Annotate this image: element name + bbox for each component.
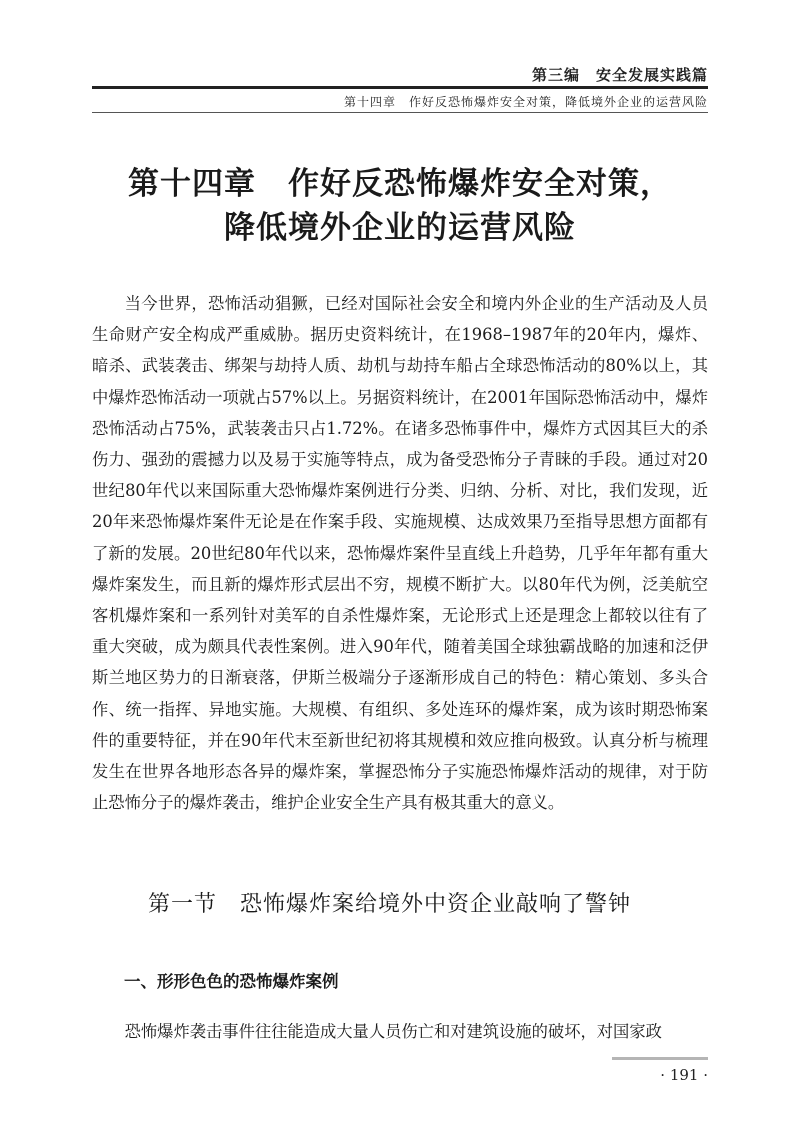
header-divider-thin — [92, 112, 708, 113]
running-header-part: 第三编 安全发展实践篇 — [531, 66, 708, 84]
intro-paragraph: 当今世界，恐怖活动猖獗，已经对国际社会安全和境内外企业的生产活动及人员生命财产安全构成严重威胁。据历史资料统计，在1968–1987年的20年内，爆炸、暗杀、武装袭击、绑架与劫持人质、劫机与劫持车船占全球恐怖活动的80%以上，其中爆炸恐怖活动一项就占57%以上。另据资料统计，在2001年国际恐怖活动中，爆炸恐怖活动占75%，武装袭击只占1.72%。在诸多恐怖事件中，爆炸方式因其巨大的杀伤力、强劲的震撼力以及易于实施等特点，成为备受恐怖分子青睐的手段。通过对20世纪80年代以来国际重大恐怖爆炸案例进行分类、归纳、分析、对比，我们发现，近20年来恐怖爆炸案件无论是在作案手段、实施规模、达成效果乃至指导思想方面都有了新的发展。20世纪80年代以来，恐怖爆炸案件呈直线上升趋势，几乎年年都有重大爆炸案发生，而且新的爆炸形式层出不穷，规模不断扩大。以80年代为例，泛美航空客机爆炸案和一系列针对美军的自杀性爆炸案，无论形式上还是理念上都较以往有了重大突破，成为颇具代表性案例。进入90年代，随着美国全球独霸战略的加速和泛伊斯兰地区势力的日渐衰落，伊斯兰极端分子逐渐形成自己的特色：精心策划、多头合作、统一指挥、异地实施。大规模、有组织、多处连环的爆炸案，成为该时期恐怖案件的重要特征，并在90年代末至新世纪初将其规模和效应推向极致。认真分析与梳理发生在世界各地形态各异的爆炸案，掌握恐怖分子实施恐怖爆炸活动的规律，对于防止恐怖分子的爆炸袭击，维护企业安全生产具有极其重大的意义。 — [92, 294, 708, 813]
section-title: 第一节 恐怖爆炸案给境外中资企业敲响了警钟 — [148, 892, 632, 917]
subsection-title: 一、形形色色的恐怖爆炸案例 — [124, 972, 339, 991]
body-paragraph: 恐怖爆炸袭击事件往往能造成大量人员伤亡和对建筑设施的破坏，对国家政 — [124, 1022, 662, 1041]
footer-divider — [612, 1057, 708, 1060]
header-divider-thick — [92, 86, 708, 89]
chapter-title-line-2: 降低境外企业的运营风险 — [224, 210, 576, 246]
chapter-title-line-1: 第十四章 作好反恐怖爆炸安全对策， — [128, 166, 672, 202]
chapter-title — [92, 162, 708, 250]
page-number: · 191 · — [660, 1066, 708, 1084]
running-header-chapter: 第十四章 作好反恐怖爆炸安全对策，降低境外企业的运营风险 — [343, 95, 708, 109]
